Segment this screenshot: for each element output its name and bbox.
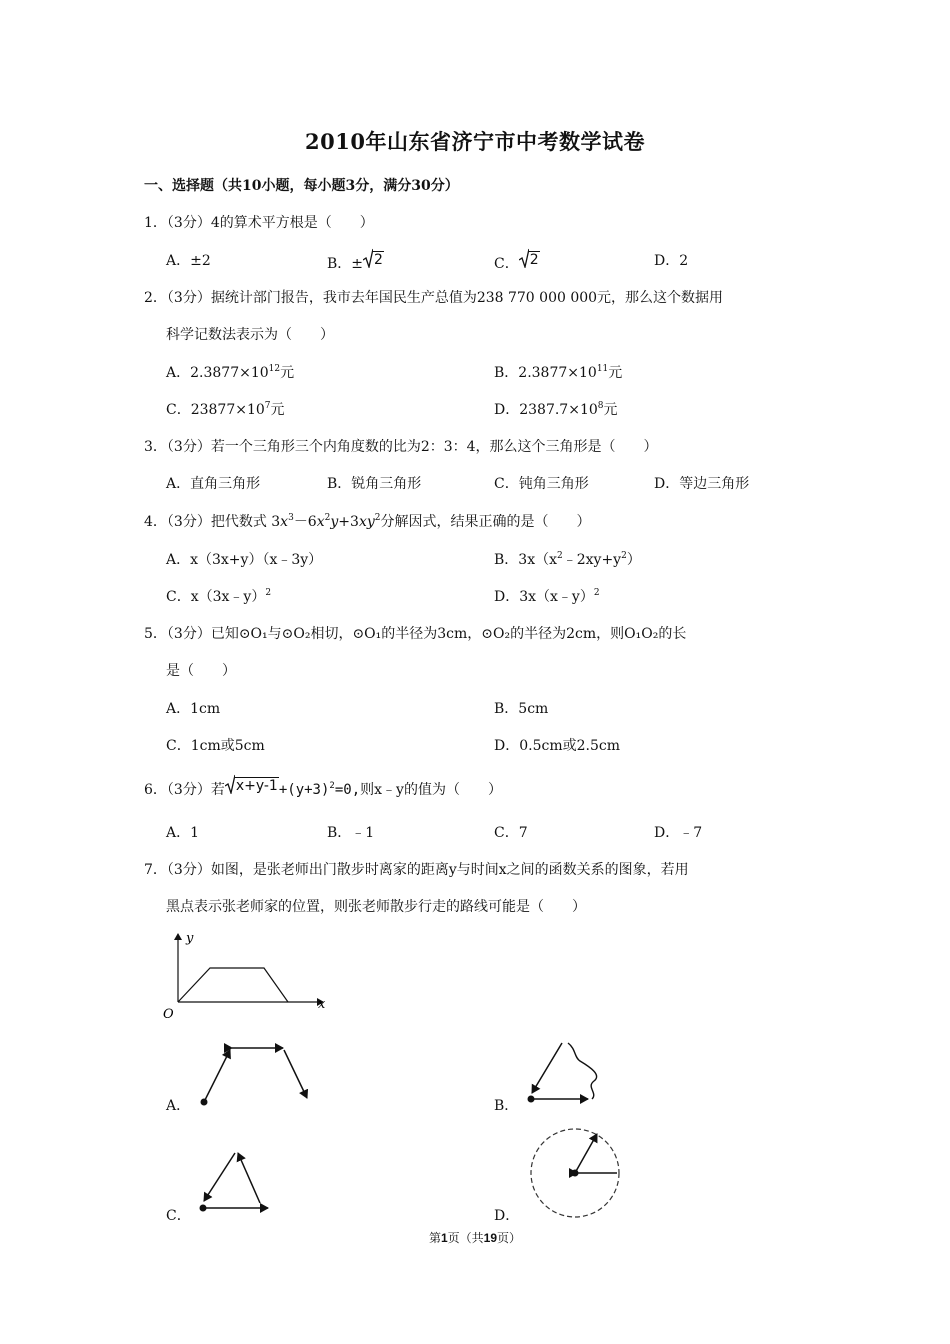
page-number: 1 [440, 1231, 448, 1245]
sqrt-symbol [225, 774, 279, 794]
q2-option-b [494, 362, 622, 382]
q6-equation [225, 774, 360, 798]
q4-var: x [280, 514, 289, 530]
sqrt-symbol [363, 248, 384, 268]
q6-exp: 2 [329, 781, 335, 791]
q6-option-b: B．﹣1 [327, 825, 375, 841]
q1-stem: 1．（3分）4的算术平方根是（ ） [144, 215, 374, 231]
q2-option-d-exponent: 8 [597, 401, 604, 411]
q2-option-b-base: B．2.3877×10 [494, 365, 597, 381]
q3-stem: 3．（3分）若一个三角形三个内角度数的比为2：3：4，那么这个三角形是（ ） [144, 439, 658, 455]
q1-option-c-label: C． [494, 256, 519, 272]
q7-stem-line2: 黑点表示张老师家的位置，则张老师散步行走的路线可能是（ ） [166, 899, 586, 915]
q2-stem-line1: 2．（3分）据统计部门报告，我市去年国民生产总值为238 770 000 000元，那么这个数据用 [144, 290, 724, 306]
q5-option-d: D．0.5cm或2.5cm [494, 738, 620, 754]
q4-option-b-part: B．3x（x [494, 552, 557, 568]
q6-term: +(y+3) [278, 782, 330, 798]
route-curve [568, 1043, 597, 1099]
graph-line [178, 968, 288, 1002]
q2-option-c-unit: 元 [270, 402, 285, 418]
q5-option-c: C．1cm或5cm [166, 738, 265, 754]
q2-option-a [166, 362, 294, 382]
origin-label: O [163, 1007, 174, 1022]
q4-option-b-exp: 2 [621, 551, 627, 561]
q4-var: x [316, 514, 325, 530]
q4-option-c-exp: 2 [265, 588, 272, 598]
q4-exp: 2 [324, 513, 331, 523]
q1-option-d: D．2 [654, 253, 689, 269]
page-title: 2010年山东省济宁市中考数学试卷 [305, 129, 645, 154]
total-pages: 19 [483, 1231, 498, 1245]
q4-stem-prefix: 4．（3分）把代数式 3 [144, 514, 281, 530]
q4-option-a: A．x（3x+y）（x﹣3y） [166, 552, 323, 568]
q4-option-d [494, 586, 600, 606]
sqrt-symbol [519, 248, 540, 268]
q7-stem-line1: 7．（3分）如图，是张老师出门散步时离家的距离y与时间x之间的函数关系的图象，若用 [144, 862, 689, 878]
q4-option-c-base: C．x（3x﹣y） [166, 589, 266, 605]
q4-coef: －6 [293, 514, 317, 530]
q7-option-a-route [190, 1040, 320, 1110]
q2-option-b-unit: 元 [608, 365, 623, 381]
q4-option-b [494, 549, 641, 569]
q7-option-d-route [525, 1128, 625, 1223]
section-heading: 一、选择题（共10小题，每小题3分，满分30分） [144, 178, 459, 194]
page-footer [0, 1229, 950, 1246]
q4-var: y [330, 514, 339, 530]
q7-option-d: D． [494, 1208, 520, 1224]
q6-radicand: x+y-1 [235, 778, 278, 794]
q4-option-d-base: D．3x（x﹣y） [494, 589, 594, 605]
footer-text: 第 [428, 1231, 441, 1245]
distance-time-graph [160, 928, 340, 1023]
q7-option-c-route [190, 1143, 280, 1218]
q1-option-a: A．±2 [166, 253, 211, 269]
q4-option-c [166, 586, 271, 606]
q5-stem-line2: 是（ ） [166, 663, 236, 679]
q6-option-d: D．﹣7 [654, 825, 703, 841]
q4-stem [144, 511, 590, 531]
q4-option-b-exp: 2 [557, 551, 563, 561]
q2-option-d-unit: 元 [603, 402, 618, 418]
q2-option-a-exponent: 12 [268, 364, 281, 374]
q6-option-c: C．7 [494, 825, 528, 841]
q6-stem [144, 774, 502, 799]
route-arrow [204, 1050, 230, 1102]
footer-text: 页） [497, 1231, 522, 1245]
q2-option-c-exponent: 7 [264, 401, 271, 411]
q4-option-b-part: ） [626, 552, 641, 568]
q2-stem-line2: 科学记数法表示为（ ） [166, 327, 334, 343]
q4-coef: +3 [338, 514, 359, 530]
route-arrow [284, 1050, 307, 1098]
q4-var: xy [358, 514, 375, 530]
q1-option-b-label: B．± [327, 256, 364, 272]
q2-option-d-base: D．2387.7×10 [494, 402, 598, 418]
q4-exp: 2 [374, 513, 381, 523]
q6-equals: =0, [334, 782, 361, 798]
q7-option-b: B． [494, 1098, 519, 1114]
q3-option-a: A．直角三角形 [166, 476, 261, 492]
route-arrow [575, 1134, 597, 1173]
q7-option-b-route [520, 1035, 610, 1110]
q2-option-a-unit: 元 [280, 365, 295, 381]
q3-option-b: B．锐角三角形 [327, 476, 422, 492]
q6-option-a: A．1 [166, 825, 200, 841]
q4-stem-suffix: 分解因式，结果正确的是（ ） [380, 514, 591, 530]
q4-option-d-exp: 2 [593, 588, 600, 598]
q5-option-b: B．5cm [494, 701, 549, 717]
y-axis-label: y [186, 931, 194, 946]
q3-option-d: D．等边三角形 [654, 476, 750, 492]
q5-stem-line1: 5．（3分）已知⊙O₁与⊙O₂相切，⊙O₁的半径为3cm，⊙O₂的半径为2cm，则O₁O₂的长 [144, 626, 687, 642]
route-arrow [204, 1153, 235, 1201]
q2-option-a-base: A．2.3877×10 [166, 365, 269, 381]
q2-option-d [494, 399, 618, 419]
q1-option-b [327, 248, 384, 273]
q3-option-c: C．钝角三角形 [494, 476, 589, 492]
q6-stem-prefix: 6．（3分）若 [144, 782, 225, 798]
footer-text: 页（共 [447, 1231, 484, 1245]
q7-option-a: A． [166, 1098, 191, 1114]
q5-option-a: A．1cm [166, 701, 221, 717]
q4-exp: 3 [288, 513, 294, 523]
q4-option-b-part: ﹣2xy+y [562, 552, 622, 568]
q1-option-c-radicand: 2 [529, 252, 539, 268]
q1-option-c [494, 248, 540, 273]
q2-option-c-base: C．23877×10 [166, 402, 265, 418]
route-arrow [238, 1153, 260, 1203]
x-axis-label: x [318, 997, 326, 1012]
route-arrow [532, 1043, 562, 1093]
q7-option-c: C． [166, 1208, 191, 1224]
q2-option-c [166, 399, 285, 419]
q1-option-b-radicand: 2 [374, 252, 383, 268]
q6-stem-suffix: 则x﹣y的值为（ ） [360, 782, 502, 798]
q2-option-b-exponent: 11 [596, 364, 609, 374]
